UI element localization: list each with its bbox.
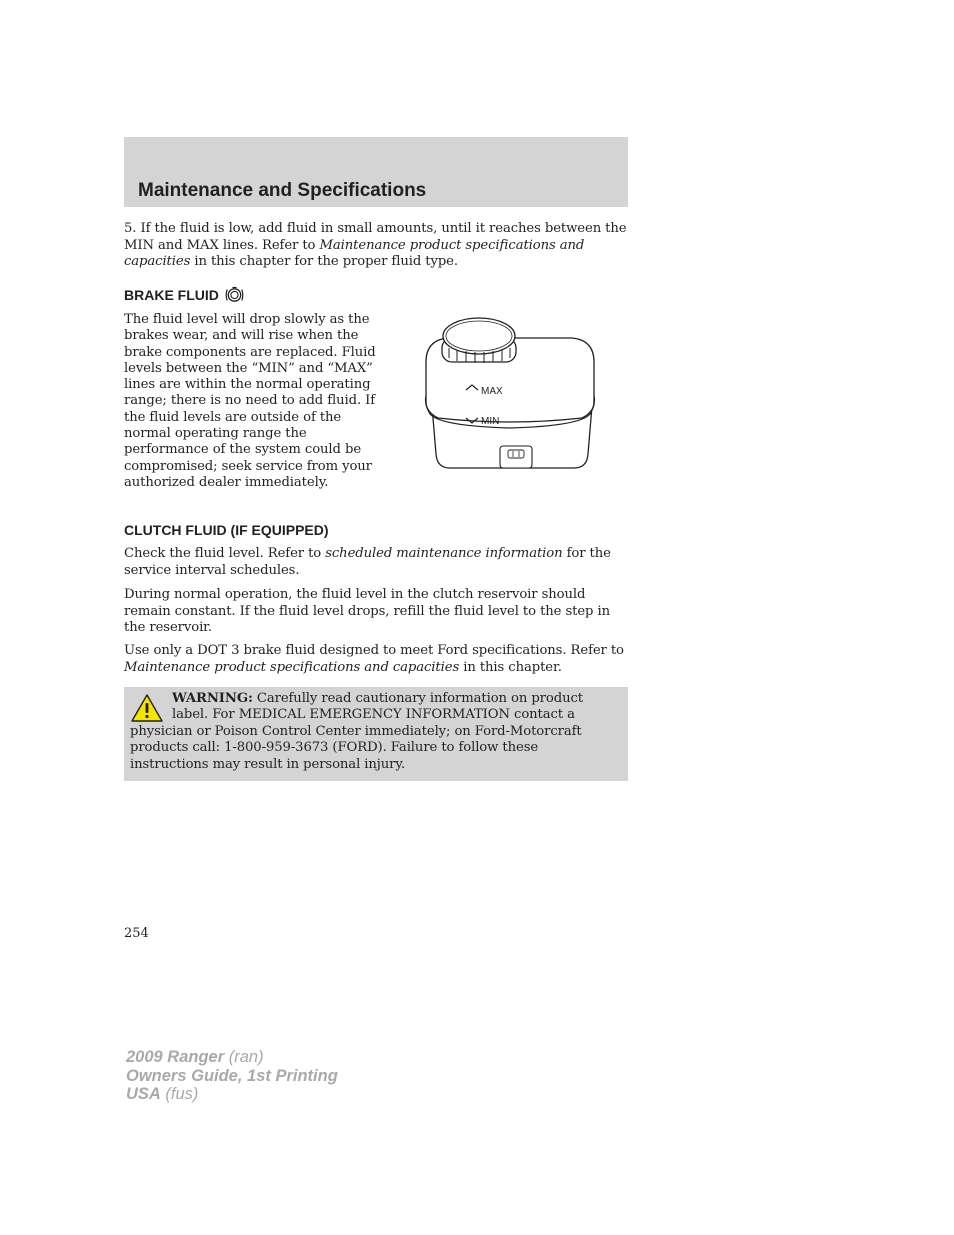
footer-market-code: (fus) <box>160 1085 199 1103</box>
step-5-text: 5. If the fluid is low, add fluid in small amounts, until it reaches between the MIN and MAX lines. Refer to <box>124 221 627 253</box>
warning-text <box>130 691 604 773</box>
footer-line-3 <box>126 1085 338 1104</box>
clutch-paragraph-2: During normal operation, the fluid level in the clutch reservoir should remain constant. If the fluid level drops, refill the fluid level to the step in the reservoir. <box>124 587 610 635</box>
section-title: Maintenance and Specifications <box>138 180 427 201</box>
footer-line-1 <box>126 1048 338 1067</box>
step-5-paragraph <box>124 221 628 271</box>
step-5-text-end: in this chapter for the proper fluid type. <box>190 254 458 269</box>
brake-fluid-icon <box>224 286 245 304</box>
clutch-p3-text-end: in this chapter. <box>459 659 562 675</box>
clutch-paragraph-3 <box>124 643 628 676</box>
clutch-p3-reference: Maintenance product specifications and capacities <box>124 659 460 675</box>
document-footer <box>126 1048 338 1104</box>
brake-fluid-heading <box>124 286 245 304</box>
clutch-paragraph-1 <box>124 546 628 579</box>
max-level-label: MAX <box>481 386 503 397</box>
clutch-fluid-heading: CLUTCH FLUID (IF EQUIPPED) <box>124 522 329 538</box>
clutch-p1-text-end: for the service interval schedules. <box>124 546 611 578</box>
section-header-band <box>124 137 628 207</box>
brake-fluid-paragraph: The fluid level will drop slowly as the brakes wear, and will rise when the brake components are replaced. Fluid levels between the “MIN” and “MAX” lines are within the normal operating range; there is no need to add fluid. If the fluid levels are outside of the normal operating range the performance of the system could be compromised; seek service from your authorized dealer immediately. <box>124 312 376 490</box>
brake-fluid-heading-text: BRAKE FLUID <box>124 287 219 303</box>
warning-box <box>124 687 628 781</box>
clutch-p1-text: Check the fluid level. Refer to <box>124 546 326 561</box>
warning-body: Carefully read cautionary information on product label. For MEDICAL EMERGENCY INFORMATION contact a physician or Poison Control Center immediately; on Ford-Motorcraft products call: 1-800-959-3673 (FORD). Failure to follow these instructions may result in personal injury. <box>130 691 583 772</box>
footer-market: USA <box>126 1085 161 1103</box>
clutch-p3-text: Use only a DOT 3 brake fluid designed to meet Ford specifications. Refer to <box>124 643 624 658</box>
footer-model-code: (ran) <box>224 1048 264 1066</box>
min-level-label: MIN <box>481 416 500 427</box>
warning-label: WARNING: <box>172 691 253 706</box>
footer-line-2 <box>126 1067 338 1086</box>
footer-edition: Owners Guide, 1st Printing <box>126 1066 338 1085</box>
footer-model: 2009 Ranger <box>126 1048 225 1066</box>
step-5-reference: Maintenance product specifications and capacities <box>124 237 585 269</box>
brake-fluid-reservoir-illustration <box>420 314 600 474</box>
page-number: 254 <box>124 926 149 941</box>
clutch-p1-reference: scheduled maintenance information <box>325 546 563 561</box>
